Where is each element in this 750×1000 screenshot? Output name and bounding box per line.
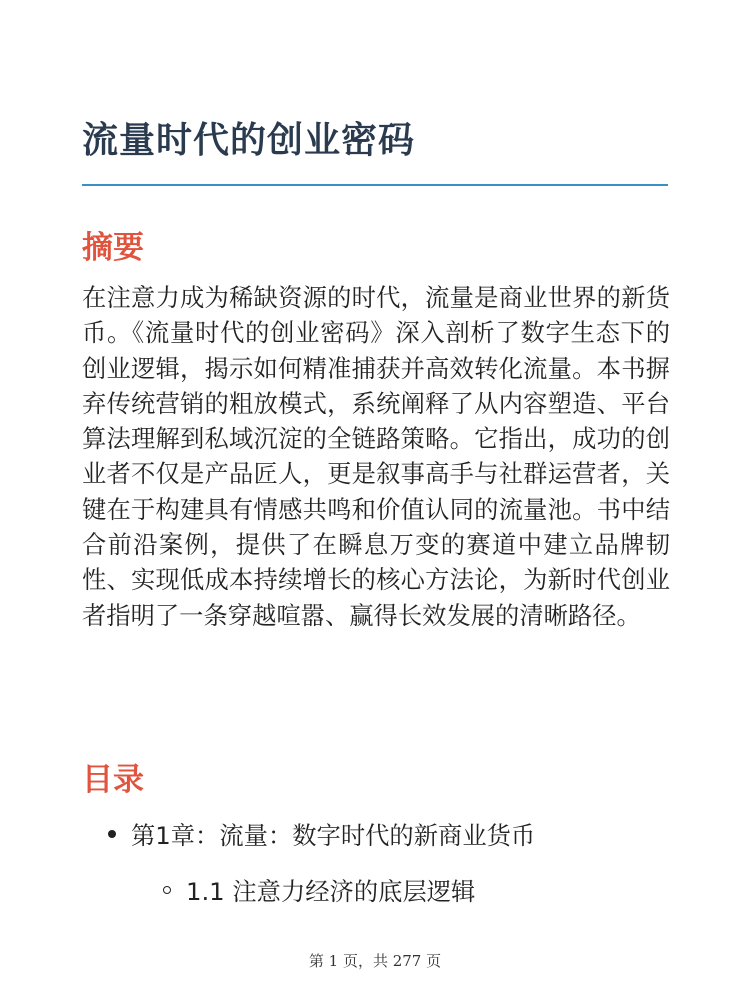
hollow-bullet-icon	[163, 886, 171, 894]
toc-item-chapter-1[interactable]	[108, 818, 535, 854]
title-divider	[82, 184, 668, 186]
toc-item-section-1-1[interactable]	[163, 874, 475, 910]
toc-item-label: 1.1 注意力经济的底层逻辑	[186, 877, 476, 906]
toc-item-label: 第1章：流量：数字时代的新商业货币	[131, 821, 536, 850]
page-number-footer: 第 1 页，共 277 页	[308, 952, 442, 970]
abstract-paragraph: 在注意力成为稀缺资源的时代，流量是商业世界的新货币。《流量时代的创业密码》深入剖析了数字生态下的创业逻辑，揭示如何精准捕获并高效转化流量。本书摒弃传统营销的粗放模式，系统阐释了从内容塑造、平台算法理解到私域沉淀的全链路策略。它指出，成功的创业者不仅是产品匠人，更是叙事高手与社群运营者，关键在于构建具有情感共鸣和价值认同的流量池。书中结合前沿案例，提供了在瞬息万变的赛道中建立品牌韧性、实现低成本持续增长的核心方法论，为新时代创业者指明了一条穿越喧嚣、赢得长效发展的清晰路径。	[82, 283, 670, 630]
toc-heading: 目录	[82, 762, 144, 798]
abstract-heading: 摘要	[82, 230, 144, 266]
filled-bullet-icon	[108, 830, 116, 838]
document-title: 流量时代的创业密码	[82, 120, 416, 161]
